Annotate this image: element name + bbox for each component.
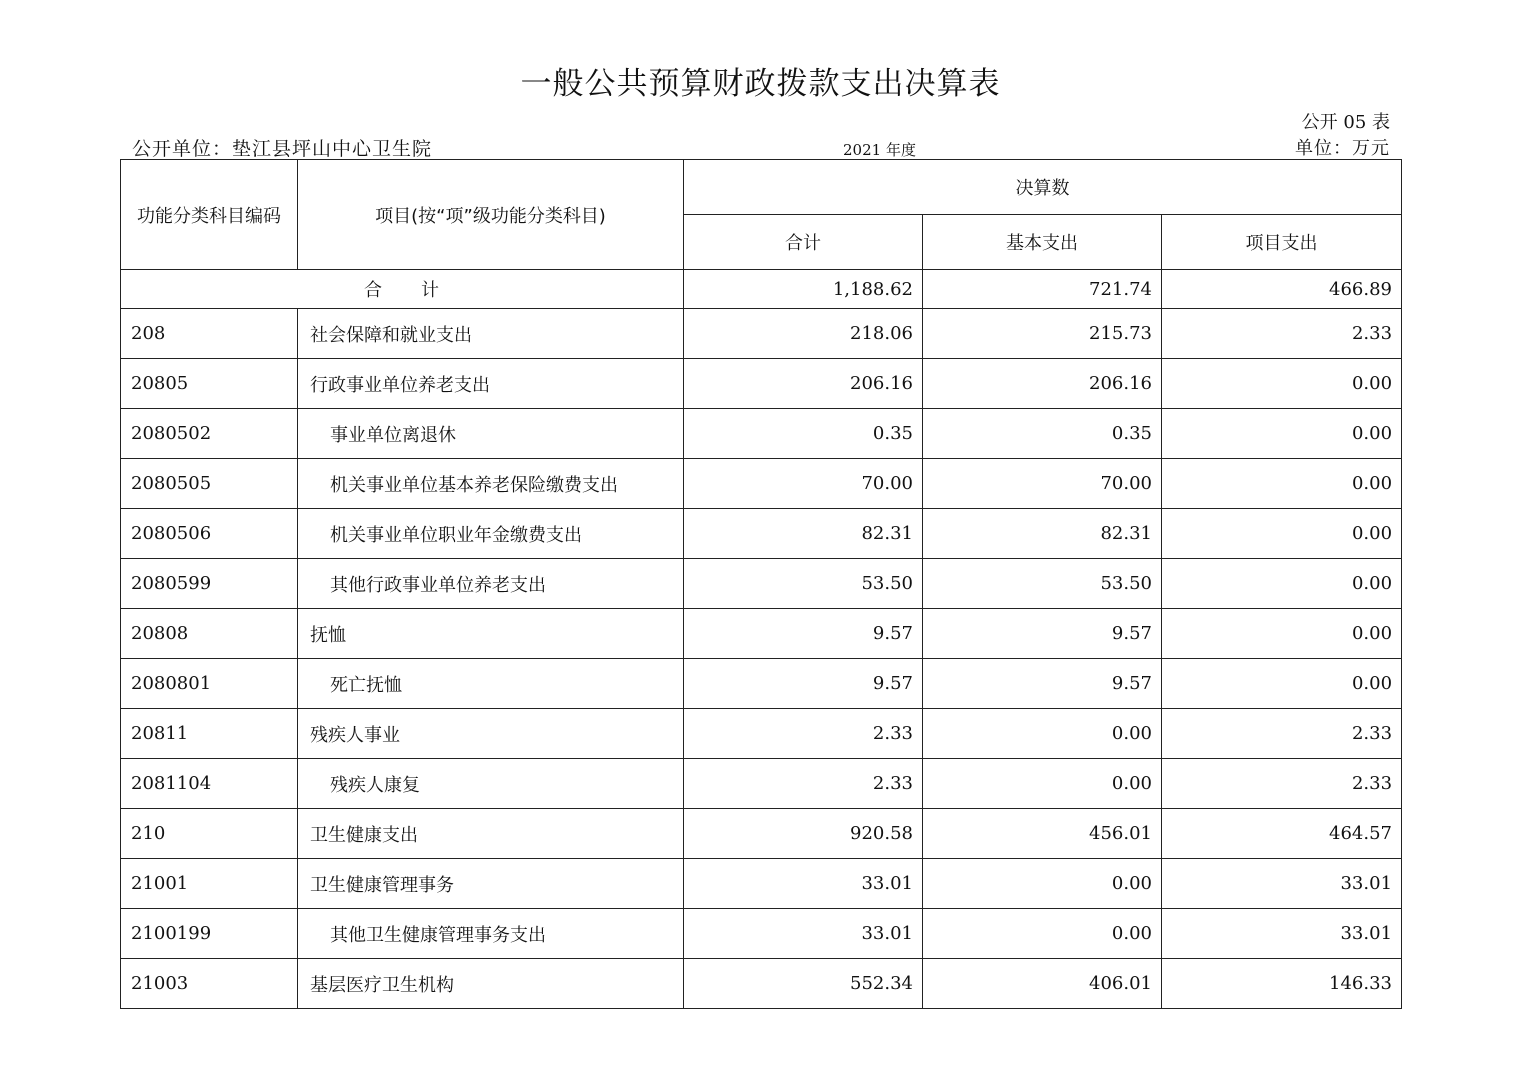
row-project: 0.00 — [1162, 559, 1402, 609]
row-total: 0.35 — [684, 409, 923, 459]
row-code: 21001 — [121, 859, 298, 909]
row-project: 146.33 — [1162, 959, 1402, 1009]
row-project: 0.00 — [1162, 509, 1402, 559]
row-basic: 0.00 — [923, 709, 1162, 759]
row-name: 卫生健康管理事务 — [298, 859, 684, 909]
page-title: 一般公共预算财政拨款支出决算表 — [520, 66, 1001, 102]
table-row — [121, 709, 1402, 759]
row-project: 0.00 — [1162, 409, 1402, 459]
table-row — [121, 359, 1402, 409]
row-name: 抚恤 — [298, 609, 684, 659]
row-total: 53.50 — [684, 559, 923, 609]
row-basic: 0.00 — [923, 909, 1162, 959]
row-total: 218.06 — [684, 309, 923, 359]
row-name: 机关事业单位基本养老保险缴费支出 — [298, 459, 684, 509]
form-number: 公开 05 表 — [1301, 112, 1390, 133]
row-project: 0.00 — [1162, 659, 1402, 709]
row-name: 残疾人康复 — [298, 759, 684, 809]
summary-basic: 721.74 — [923, 270, 1162, 309]
row-name: 卫生健康支出 — [298, 809, 684, 859]
currency-unit: 单位：万元 — [1295, 138, 1390, 159]
row-project: 0.00 — [1162, 459, 1402, 509]
row-code: 20805 — [121, 359, 298, 409]
summary-row — [121, 270, 1402, 309]
table-row — [121, 809, 1402, 859]
row-total: 70.00 — [684, 459, 923, 509]
row-total: 206.16 — [684, 359, 923, 409]
table-row — [121, 309, 1402, 359]
fiscal-year: 2021 年度 — [843, 141, 916, 159]
row-total: 2.33 — [684, 759, 923, 809]
table-row — [121, 909, 1402, 959]
row-project: 33.01 — [1162, 909, 1402, 959]
table-row — [121, 959, 1402, 1009]
row-total: 9.57 — [684, 659, 923, 709]
row-basic: 0.00 — [923, 759, 1162, 809]
header-item: 项目(按“项”级功能分类科目) — [298, 160, 684, 270]
row-basic: 456.01 — [923, 809, 1162, 859]
row-total: 2.33 — [684, 709, 923, 759]
row-code: 208 — [121, 309, 298, 359]
row-code: 20808 — [121, 609, 298, 659]
row-project: 33.01 — [1162, 859, 1402, 909]
row-basic: 215.73 — [923, 309, 1162, 359]
table-row — [121, 509, 1402, 559]
header-code — [121, 160, 298, 270]
row-project: 2.33 — [1162, 759, 1402, 809]
row-basic: 9.57 — [923, 659, 1162, 709]
row-name: 基层医疗卫生机构 — [298, 959, 684, 1009]
row-code: 210 — [121, 809, 298, 859]
row-basic: 82.31 — [923, 509, 1162, 559]
row-name: 其他行政事业单位养老支出 — [298, 559, 684, 609]
summary-total: 1,188.62 — [684, 270, 923, 309]
row-total: 9.57 — [684, 609, 923, 659]
row-name: 死亡抚恤 — [298, 659, 684, 709]
row-total: 33.01 — [684, 909, 923, 959]
row-code: 2080599 — [121, 559, 298, 609]
row-code: 2080505 — [121, 459, 298, 509]
table-row — [121, 609, 1402, 659]
table-row — [121, 759, 1402, 809]
row-basic: 70.00 — [923, 459, 1162, 509]
header-basic: 基本支出 — [923, 215, 1162, 270]
row-project: 0.00 — [1162, 609, 1402, 659]
row-code: 2081104 — [121, 759, 298, 809]
summary-project: 466.89 — [1162, 270, 1402, 309]
row-project: 0.00 — [1162, 359, 1402, 409]
row-name: 事业单位离退休 — [298, 409, 684, 459]
row-basic: 206.16 — [923, 359, 1162, 409]
row-total: 82.31 — [684, 509, 923, 559]
row-project: 464.57 — [1162, 809, 1402, 859]
row-code: 2080801 — [121, 659, 298, 709]
row-code: 2100199 — [121, 909, 298, 959]
row-name: 机关事业单位职业年金缴费支出 — [298, 509, 684, 559]
table-row — [121, 559, 1402, 609]
row-name: 行政事业单位养老支出 — [298, 359, 684, 409]
table-row — [121, 459, 1402, 509]
row-name: 其他卫生健康管理事务支出 — [298, 909, 684, 959]
budget-table — [120, 159, 1402, 1009]
row-basic: 53.50 — [923, 559, 1162, 609]
row-code: 2080502 — [121, 409, 298, 459]
row-name: 残疾人事业 — [298, 709, 684, 759]
row-code: 20811 — [121, 709, 298, 759]
row-project: 2.33 — [1162, 709, 1402, 759]
table-row — [121, 859, 1402, 909]
row-basic: 406.01 — [923, 959, 1162, 1009]
row-basic: 9.57 — [923, 609, 1162, 659]
row-code: 2080506 — [121, 509, 298, 559]
header-project: 项目支出 — [1162, 215, 1402, 270]
row-total: 33.01 — [684, 859, 923, 909]
row-project: 2.33 — [1162, 309, 1402, 359]
row-code: 21003 — [121, 959, 298, 1009]
row-total: 920.58 — [684, 809, 923, 859]
summary-label: 合 计 — [121, 270, 684, 309]
row-basic: 0.35 — [923, 409, 1162, 459]
table-row — [121, 409, 1402, 459]
table-row — [121, 659, 1402, 709]
row-name: 社会保障和就业支出 — [298, 309, 684, 359]
publishing-unit: 公开单位：垫江县坪山中心卫生院 — [132, 138, 433, 160]
header-group: 决算数 — [684, 160, 1402, 215]
header-total: 合计 — [684, 215, 923, 270]
row-total: 552.34 — [684, 959, 923, 1009]
row-basic: 0.00 — [923, 859, 1162, 909]
header-code-label: 功能分类科目编码 — [137, 205, 281, 227]
